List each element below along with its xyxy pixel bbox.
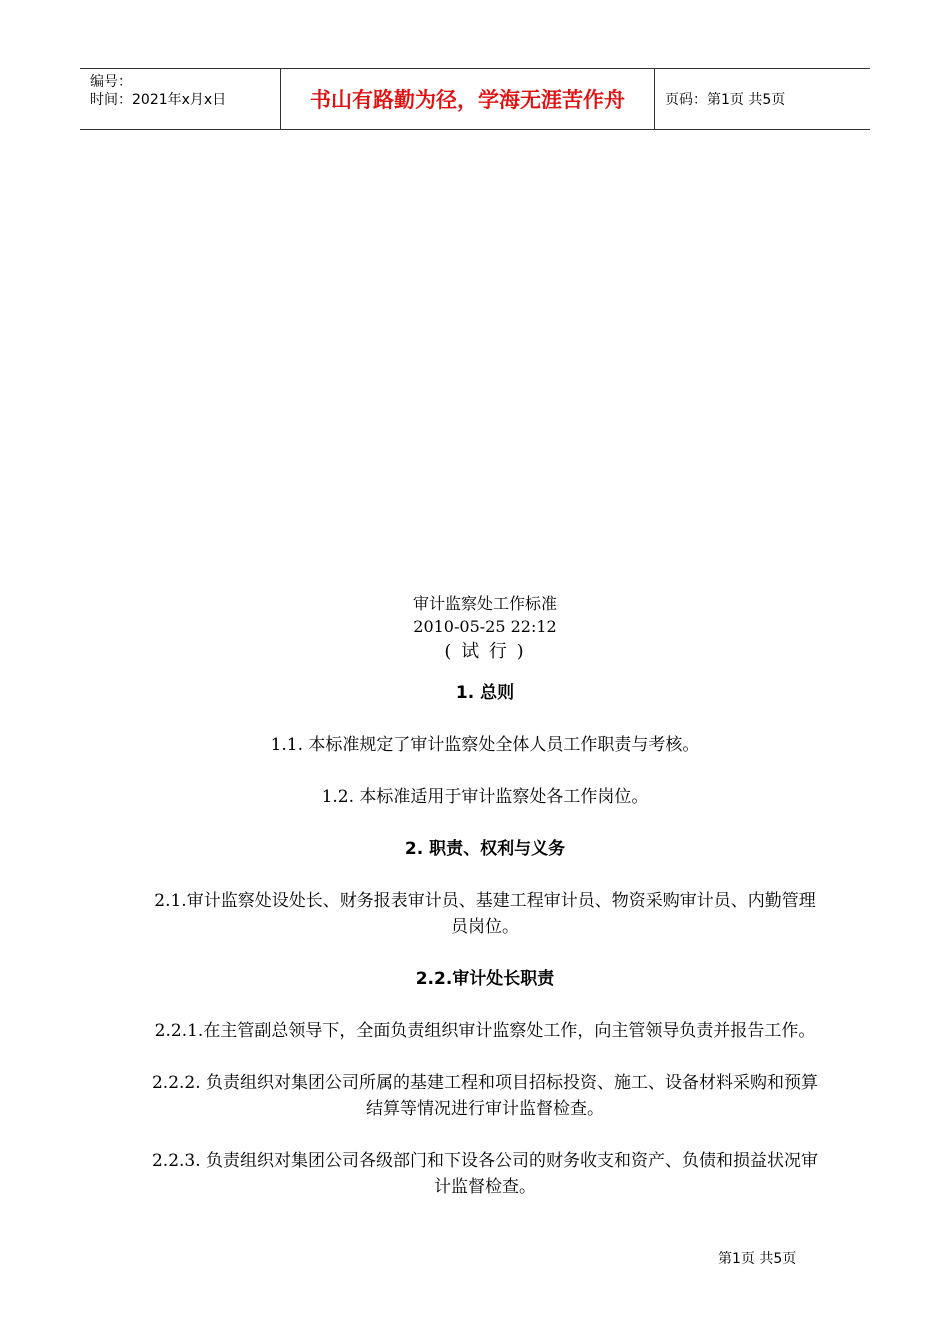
document-title: 审计监察处工作标准 xyxy=(412,594,557,613)
document-datetime: 2010-05-25 22:12 xyxy=(413,617,557,636)
section-2-heading: 2. 职责、权利与义务 xyxy=(404,839,566,859)
paragraph-1-1: 1.1. 本标准规定了审计监察处全体人员工作职责与考核。 xyxy=(270,735,700,755)
paragraph-2-2-3: 2.2.3. 负责组织对集团公司各级部门和下设各公司的财务收支和资产、负债和损益状况审计监督检查。 xyxy=(151,1151,819,1197)
trial-note: ( 试 行 ) xyxy=(444,641,526,662)
paragraph-1-2: 1.2. 本标准适用于审计监察处各工作岗位。 xyxy=(321,787,649,807)
section-1-heading: 1. 总则 xyxy=(455,683,515,703)
paragraph-2-2-1: 2.2.1.在主管副总领导下，全面负责组织审计监察处工作，向主管领导负责并报告工作。 xyxy=(154,1021,816,1041)
number-label: 编号： xyxy=(90,74,132,90)
section-2-2-heading: 2.2.审计处长职责 xyxy=(415,969,555,989)
document-body xyxy=(130,592,840,1226)
header-page-label: 页码：第1页 共5页 xyxy=(665,92,786,108)
page-header xyxy=(80,68,870,130)
paragraph-2-1: 2.1.审计监察处设处长、财务报表审计员、基建工程审计员、物资采购审计员、内勤管理员岗位。 xyxy=(154,891,816,937)
header-meta xyxy=(80,69,281,129)
page-footer: 第1页 共5页 xyxy=(718,1251,797,1267)
header-motto: 书山有路勤为径，学海无涯苦作舟 xyxy=(281,69,655,129)
time-label: 时间：2021年x月x日 xyxy=(90,92,227,108)
paragraph-2-2-2: 2.2.2. 负责组织对集团公司所属的基建工程和项目招标投资、施工、设备材料采购和预算结算等情况进行审计监督检查。 xyxy=(151,1073,819,1119)
